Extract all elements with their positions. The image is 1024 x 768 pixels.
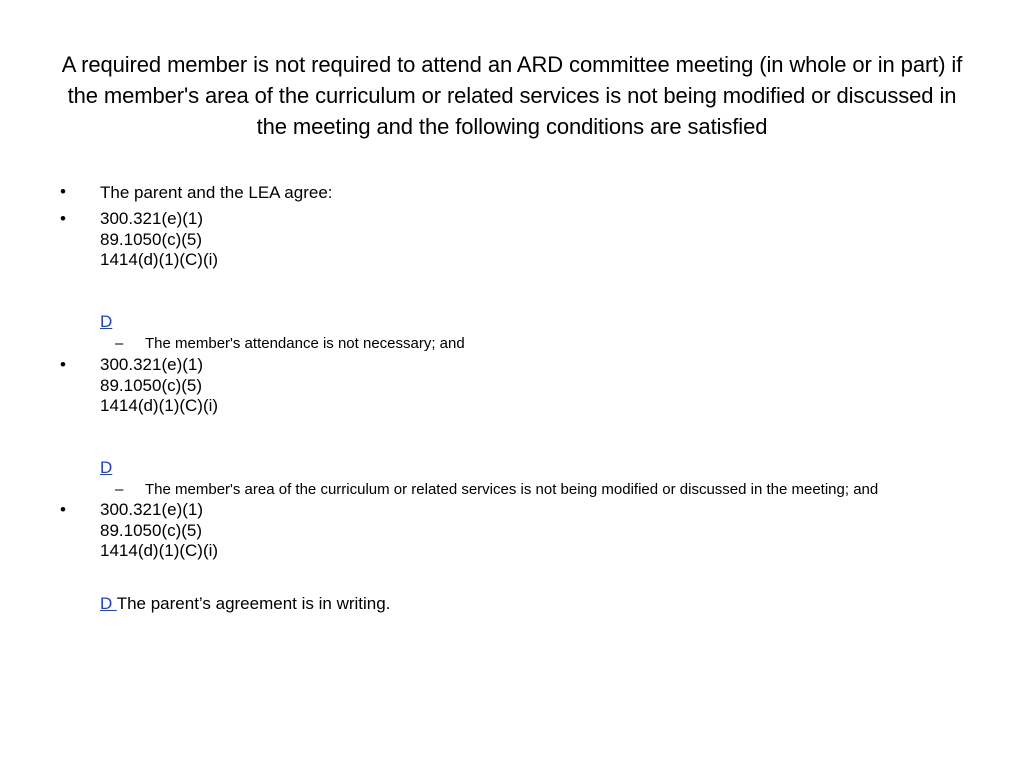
citation-tac: 89.1050(c)(5) <box>100 375 203 395</box>
bullet-item <box>60 209 960 332</box>
bullet-item <box>60 355 960 478</box>
sub-bullet-marker: – <box>115 481 124 498</box>
agreement-text: The parent’s agreement is in writing. <box>116 593 391 613</box>
sub-bullet-marker: – <box>115 335 124 352</box>
bullet-marker: • <box>60 355 66 374</box>
bullet-item <box>60 500 960 614</box>
sub-bullet-item <box>60 481 960 498</box>
slide-title: A required member is not required to attend an ARD committee meeting (in whole or in part) if the member's area of the curriculum or related services is not being modified or discussed in the meeting and the following conditions are satisfied <box>61 52 963 139</box>
bullet-marker: • <box>60 209 66 228</box>
d-link[interactable]: D <box>100 311 113 331</box>
bullet-marker: • <box>60 182 66 201</box>
citation-cfr: 300.321(e)(1) <box>100 500 204 519</box>
citation-usc: 1414(d)(1)(C)(i) <box>100 541 219 560</box>
citation-cfr: 300.321(e)(1) <box>100 355 204 374</box>
citation-usc: 1414(d)(1)(C)(i) <box>100 396 219 415</box>
bullet-marker: • <box>60 500 66 519</box>
bullet-item <box>60 182 960 204</box>
spacer <box>100 417 960 458</box>
citation-tac: 89.1050(c)(5) <box>100 229 203 249</box>
bullet-text: The parent and the LEA agree: <box>100 183 333 202</box>
spacer <box>100 271 960 312</box>
d-link[interactable]: D <box>100 457 113 477</box>
d-link[interactable]: D <box>100 593 117 613</box>
sub-bullet-text: The member's attendance is not necessary; and <box>145 335 465 352</box>
citation-tac: 89.1050(c)(5) <box>100 520 203 540</box>
spacer <box>100 562 960 594</box>
slide-body <box>60 182 960 614</box>
sub-bullet-text: The member's area of the curriculum or related services is not being modified or discussed in the meeting; and <box>145 481 879 498</box>
citation-cfr: 300.321(e)(1) <box>100 209 204 228</box>
citation-usc: 1414(d)(1)(C)(i) <box>100 250 219 269</box>
sub-bullet-item <box>60 335 960 352</box>
